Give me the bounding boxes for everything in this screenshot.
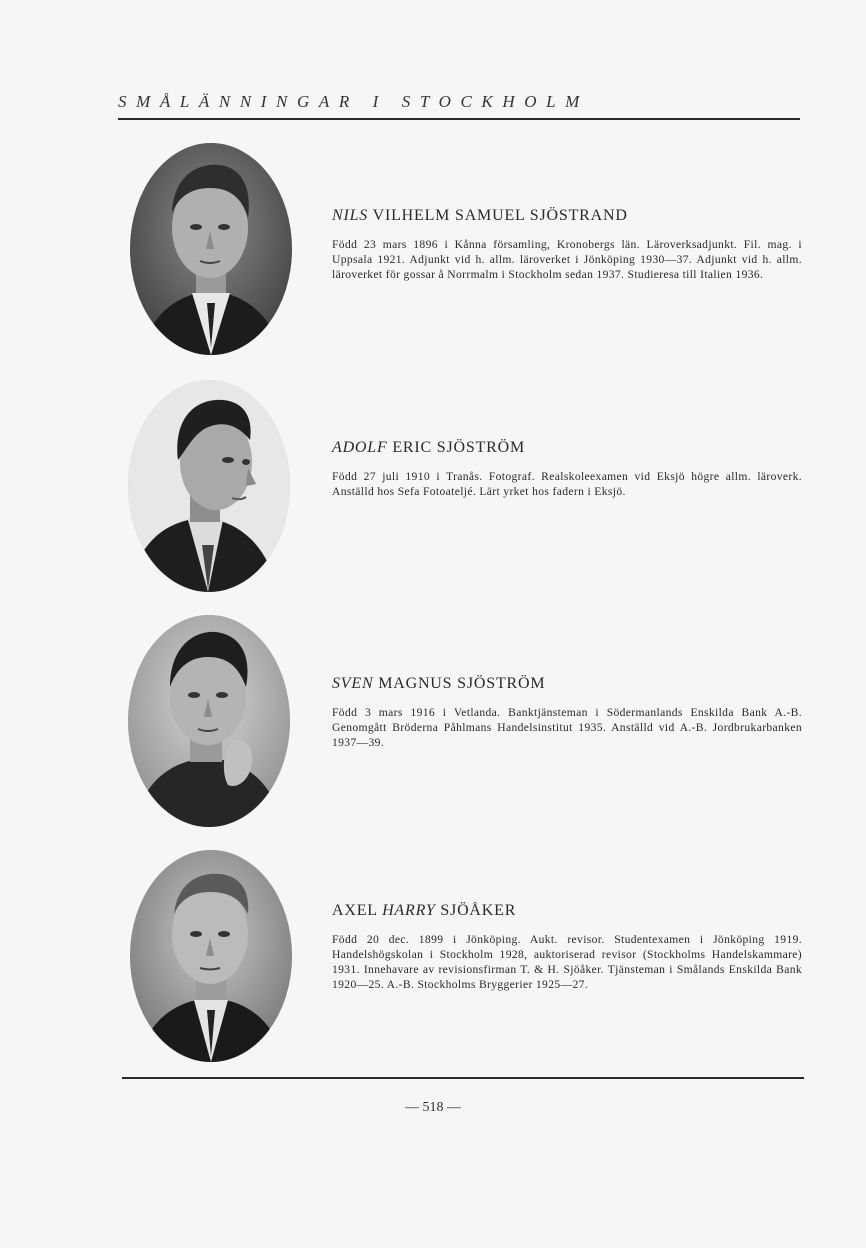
page-number: — 518 — [405,1100,461,1115]
portrait-photo [130,850,292,1062]
header-rule [118,118,800,120]
name-rest: MAGNUS SJÖSTRÖM [373,675,546,692]
biography-entry [332,439,802,499]
given-name: NILS [332,207,369,224]
portrait-2-image [128,380,290,592]
given-name: HARRY [382,902,436,919]
name-rest: SJÖÅKER [435,902,517,919]
given-name: SVEN [332,675,374,692]
biography-text: Född 23 mars 1896 i Kånna församling, Kronobergs län. Läroverksadjunkt. Fil. mag. i Uppsala 1921. Adjunkt vid h. allm. läroverket i Jönköping 1930—37. Adjunkt vid h. allm. läroverket för gossar å Norrmalm i Stockholm sedan 1937. Studieresa till Italien 1936. [332,238,802,281]
biography-entry [332,675,802,750]
portrait-photo [128,380,290,592]
person-name [332,439,802,457]
portrait-1-image [130,143,292,355]
portrait-photo [128,615,290,827]
portrait-4-image [130,850,292,1062]
biography-text: Född 20 dec. 1899 i Jönköping. Aukt. revisor. Studentexamen i Jönköping 1919. Handelshögskolan i Stockholm 1928, auktoriserad revisor (Stockholms Handelskammare) 1931. Innehavare av revisionsfirman T. & H. Sjöåker. Tjänsteman i Smålands Enskilda Bank 1920—25. A.-B. Stockholms Bryggerier 1925—27. [332,933,802,991]
name-prefix: AXEL [332,902,383,919]
biography-entry [332,902,802,992]
portrait-3-image [128,615,290,827]
portrait-photo [130,143,292,355]
name-rest: VILHELM SAMUEL SJÖSTRAND [368,207,628,224]
biography-entry [332,207,802,282]
name-rest: ERIC SJÖSTRÖM [387,439,526,456]
person-name [332,675,802,693]
running-head: SMÅLÄNNINGAR I STOCKHOLM [118,92,589,111]
biography-text: Född 3 mars 1916 i Vetlanda. Banktjänsteman i Södermanlands Enskilda Bank A.-B. Genomgått Bröderna Påhlmans Handelsinstitut 1935. Anställd vid A.-B. Jordbrukarbanken 1937—39. [332,706,802,749]
person-name [332,902,802,920]
given-name: ADOLF [332,439,388,456]
footer-rule [122,1077,804,1079]
person-name [332,207,802,225]
biography-text: Född 27 juli 1910 i Tranås. Fotograf. Realskoleexamen vid Eksjö högre allm. läroverk. Anställd hos Sefa Fotoateljé. Lärt yrket hos fadern i Eksjö. [332,470,802,498]
